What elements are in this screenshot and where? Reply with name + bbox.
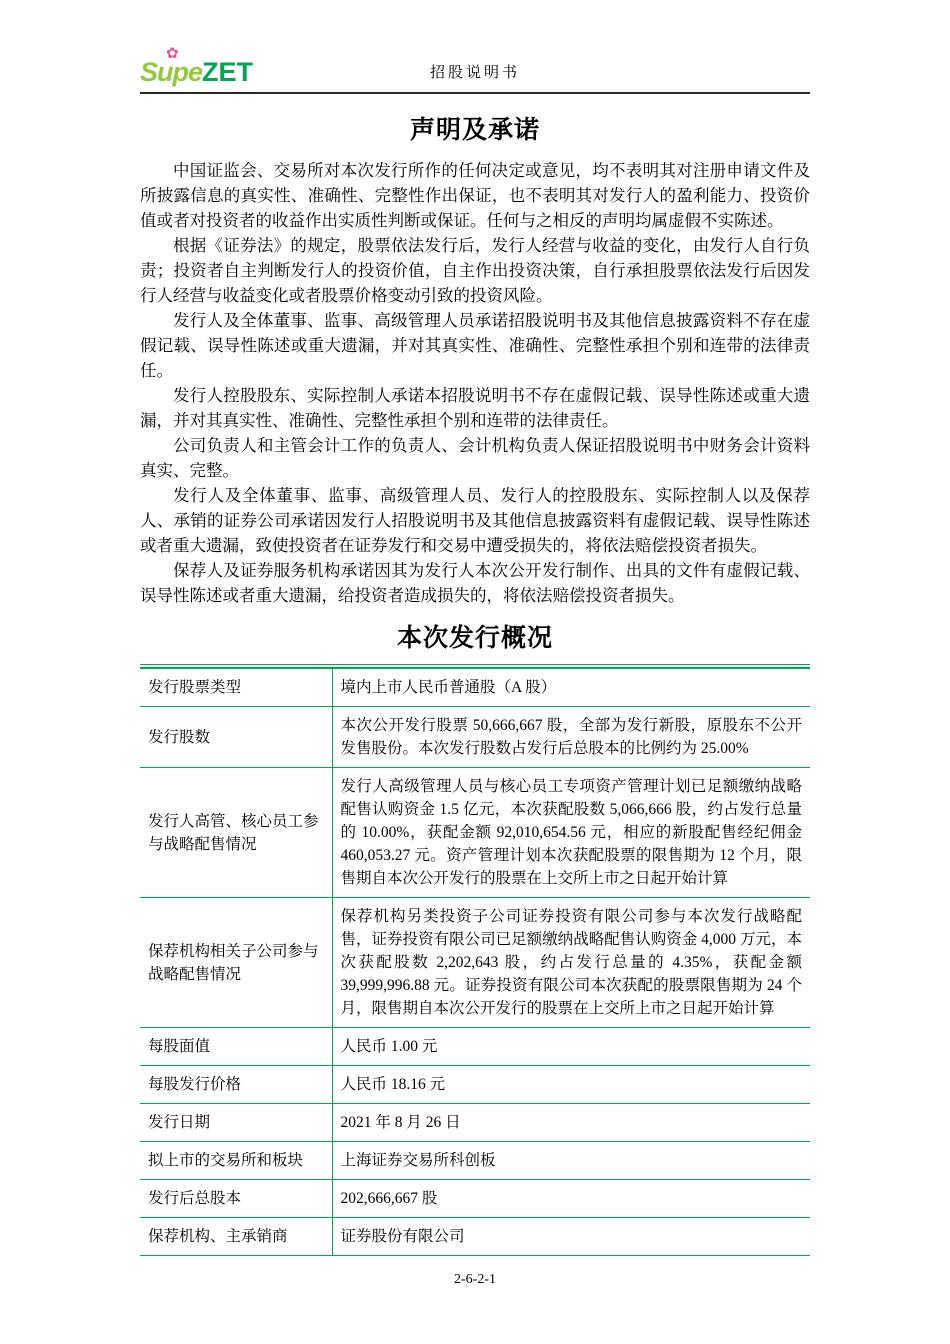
page-header <box>140 45 810 94</box>
section-title-issuance-overview: 本次发行概况 <box>396 624 553 652</box>
table-row <box>140 1180 810 1218</box>
document-header-title: 招股说明书 <box>429 65 520 81</box>
logo-text-bold: ZET <box>202 57 254 87</box>
declaration-paragraph: 公司负责人和主管会计工作的负责人、会计机构负责人保证招股说明书中财务会计资料真实、完整。 <box>140 436 810 480</box>
row-value: 保荐机构另类投资子公司证券投资有限公司参与本次发行战略配售，证券投资有限公司已足额缴纳战略配售认购资金 4,000 万元，本次获配股数 2,202,643 股，约占发行总量的 4.35%，获配金额 39,999,996.88 元。证券投资有限公司本次获配的股票限售期为 24 个月，限售期自本次公开发行的股票在上交所上市之日起开始计算 <box>332 898 810 1028</box>
row-value: 上海证券交易所科创板 <box>332 1142 810 1180</box>
issuance-overview-table <box>140 667 810 1256</box>
declaration-paragraph: 发行人及全体董事、监事、高级管理人员承诺招股说明书及其他信息披露资料不存在虚假记载、误导性陈述或重大遗漏，并对其真实性、准确性、完整性承担个别和连带的法律责任。 <box>140 311 810 380</box>
row-label: 每股面值 <box>140 1028 332 1066</box>
table-row <box>140 1066 810 1104</box>
row-value: 人民币 1.00 元 <box>332 1028 810 1066</box>
declaration-paragraph: 发行人控股股东、实际控制人承诺本招股说明书不存在虚假记载、误导性陈述或重大遗漏，并对其真实性、准确性、完整性承担个别和连带的法律责任。 <box>140 386 810 430</box>
table-row <box>140 1218 810 1256</box>
issuance-table-wrap <box>140 664 810 1256</box>
row-value: 发行人高级管理人员与核心员工专项资产管理计划已足额缴纳战略配售认购资金 1.5 亿元，本次获配股数 5,066,666 股，约占发行总量的 10.00%，获配金额 92,010,654.56 元，相应的新股配售经纪佣金 460,053.27 元。资产管理计划本次获配股票的限售期为 12 个月，限售期自本次公开发行的股票在上交所上市之日起开始计算 <box>332 768 810 898</box>
table-row <box>140 768 810 898</box>
row-label: 发行股数 <box>140 707 332 768</box>
table-row <box>140 1142 810 1180</box>
row-label: 保荐机构、主承销商 <box>140 1218 332 1256</box>
table-top-double-rule <box>140 664 810 665</box>
row-label: 发行人高管、核心员工参与战略配售情况 <box>140 768 332 898</box>
declaration-paragraph: 保荐人及证券服务机构承诺因其为发行人本次公开发行制作、出具的文件有虚假记载、误导性陈述或者重大遗漏，给投资者造成损失的，将依法赔偿投资者损失。 <box>140 561 810 605</box>
flower-icon: ✿ <box>166 45 179 62</box>
row-label: 拟上市的交易所和板块 <box>140 1142 332 1180</box>
row-label: 发行股票类型 <box>140 668 332 707</box>
row-label: 发行后总股本 <box>140 1180 332 1218</box>
table-row <box>140 1028 810 1066</box>
table-row <box>140 898 810 1028</box>
declaration-paragraphs <box>140 158 810 608</box>
row-label: 每股发行价格 <box>140 1066 332 1104</box>
table-row <box>140 707 810 768</box>
table-row <box>140 1104 810 1142</box>
page-number: 2-6-2-1 <box>454 1272 496 1287</box>
row-label: 保荐机构相关子公司参与战略配售情况 <box>140 898 332 1028</box>
row-label: 发行日期 <box>140 1104 332 1142</box>
section-title-declaration: 声明及承诺 <box>409 116 540 144</box>
row-value: 本次公开发行股票 50,666,667 股，全部为发行新股，原股东不公开发售股份。本次发行股数占发行后总股本的比例约为 25.00% <box>332 707 810 768</box>
logo-text-light: Supe <box>140 57 203 87</box>
row-value: 境内上市人民币普通股（A 股） <box>332 668 810 707</box>
row-value: 人民币 18.16 元 <box>332 1066 810 1104</box>
declaration-paragraph: 根据《证券法》的规定，股票依法发行后，发行人经营与收益的变化，由发行人自行负责；投资者自主判断发行人的投资价值，自主作出投资决策，自行承担股票依法发行后因发行人经营与收益变化或者股票价格变动引致的投资风险。 <box>140 236 810 305</box>
declaration-paragraph: 发行人及全体董事、监事、高级管理人员、发行人的控股股东、实际控制人以及保荐人、承销的证券公司承诺因发行人招股说明书及其他信息披露资料有虚假记载、误导性陈述或者重大遗漏，致使投资者在证券发行和交易中遭受损失的，将依法赔偿投资者损失。 <box>140 486 810 555</box>
table-row <box>140 668 810 707</box>
row-value: 证券股份有限公司 <box>332 1218 810 1256</box>
row-value: 2021 年 8 月 26 日 <box>332 1104 810 1142</box>
row-value: 202,666,667 股 <box>332 1180 810 1218</box>
declaration-paragraph: 中国证监会、交易所对本次发行所作的任何决定或意见，均不表明其对注册申请文件及所披露信息的真实性、准确性、完整性作出保证，也不表明其对发行人的盈利能力、投资价值或者对投资者的收益作出实质性判断或保证。任何与之相反的声明均属虚假不实陈述。 <box>140 161 810 230</box>
